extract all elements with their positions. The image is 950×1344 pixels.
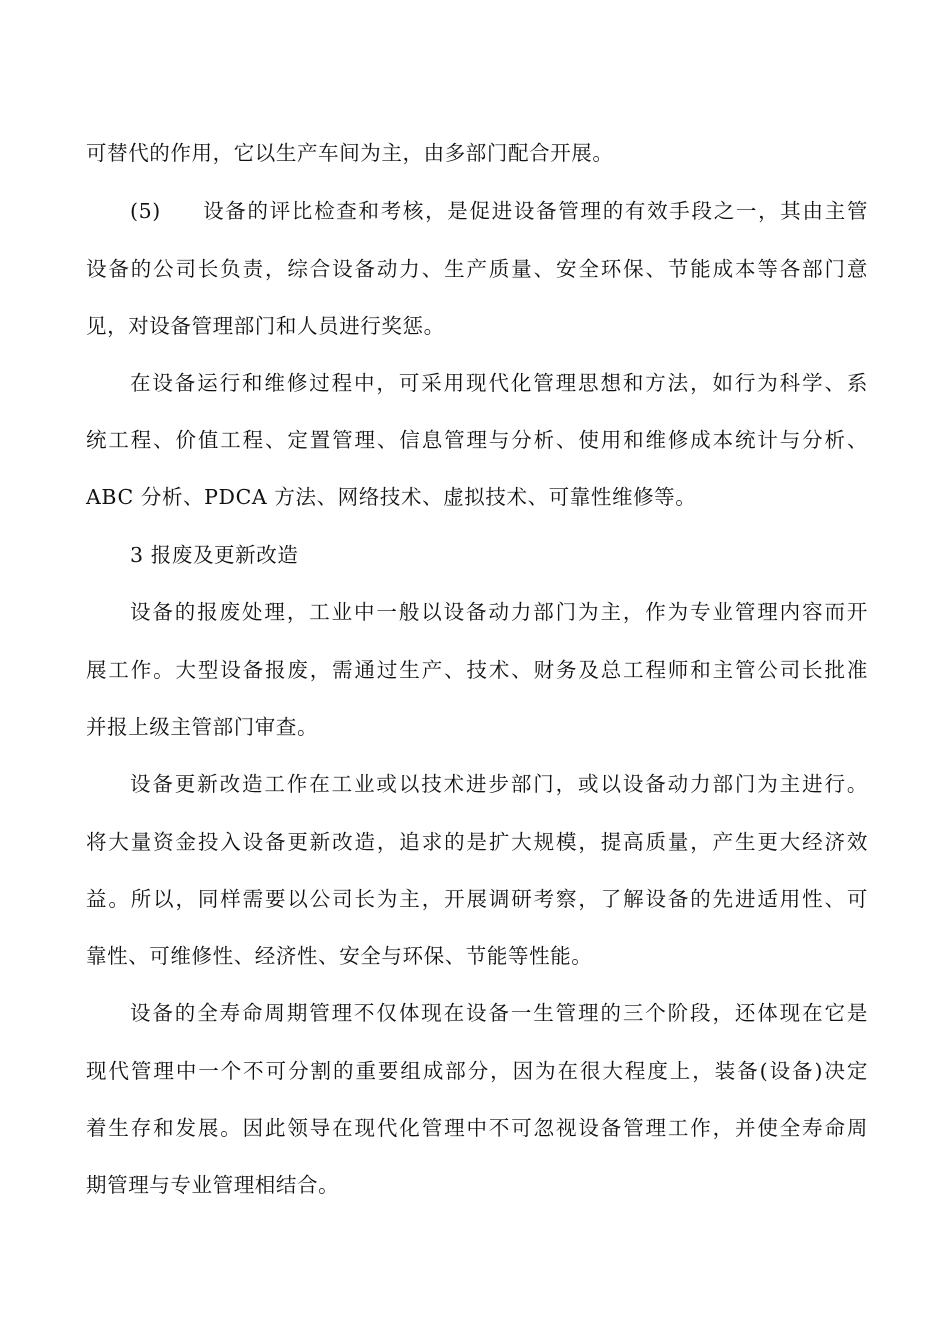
paragraph-line: 设备的报废处理，工业中一般以设备动力部门为主，作为专业管理内容而开 (130, 600, 868, 624)
paragraph-line: 现代管理中一个不可分割的重要组成部分，因为在很大程度上，装备(设备)决定 (86, 1059, 868, 1083)
paragraph-line: 设备的公司长负责，综合设备动力、生产质量、安全环保、节能成本等各部门意 (86, 257, 868, 281)
paragraph-line: 见，对设备管理部门和人员进行奖惩。 (86, 314, 445, 338)
paragraph-line: 设备更新改造工作在工业或以技术进步部门，或以设备动力部门为主进行。 (130, 772, 868, 796)
section-heading: 3 报废及更新改造 (130, 543, 299, 567)
paragraph-line-text: 设备的评比检查和考核，是促进设备管理的有效手段之一，其由主管 (202, 199, 868, 223)
paragraph-line: 着生存和发展。因此领导在现代化管理中不可忽视设备管理工作，并使全寿命周 (86, 1116, 868, 1140)
paragraph-line: 将大量资金投入设备更新改造，追求的是扩大规模，提高质量，产生更大经济效 (86, 830, 868, 854)
paragraph-line: 可替代的作用，它以生产车间为主，由多部门配合开展。 (86, 141, 614, 165)
list-number: (5) (130, 199, 161, 223)
paragraph-line: 在设备运行和维修过程中，可采用现代化管理思想和方法，如行为科学、系 (130, 371, 868, 395)
paragraph-line: 统工程、价值工程、定置管理、信息管理与分析、使用和维修成本统计与分析、 (86, 428, 868, 452)
paragraph-line (130, 196, 868, 226)
paragraph-line: 靠性、可维修性、经济性、安全与环保、节能等性能。 (86, 944, 593, 968)
paragraph-line: ABC 分析、PDCA 方法、网络技术、虚拟技术、可靠性维修等。 (86, 485, 697, 509)
paragraph-line: 设备的全寿命周期管理不仅体现在设备一生管理的三个阶段，还体现在它是 (130, 1001, 868, 1025)
paragraph-line: 并报上级主管部门审查。 (86, 715, 319, 739)
paragraph-line: 益。所以，同样需要以公司长为主，开展调研考察，了解设备的先进适用性、可 (86, 887, 868, 911)
paragraph-line: 展工作。大型设备报废，需通过生产、技术、财务及总工程师和主管公司长批准 (86, 658, 868, 682)
paragraph-line: 期管理与专业管理相结合。 (86, 1173, 340, 1197)
